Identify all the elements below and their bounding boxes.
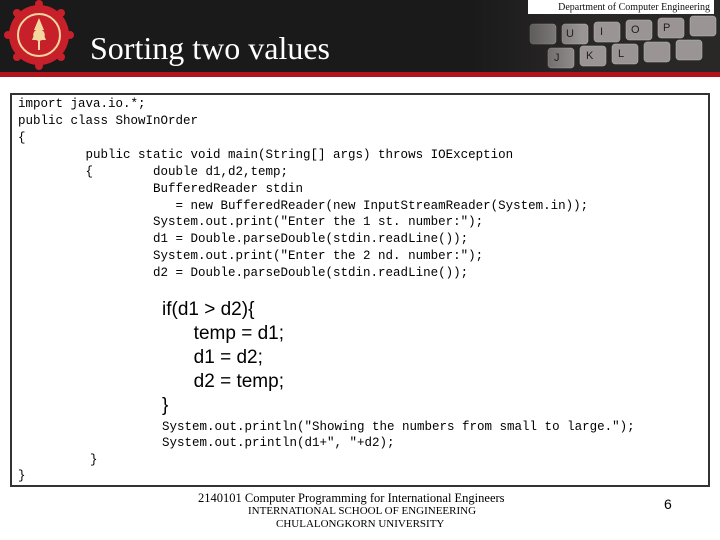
if-statement-line: temp = d1;: [162, 323, 284, 344]
if-statement-line: if(d1 > d2){: [162, 299, 255, 320]
code-line-close-class: }: [18, 469, 26, 483]
if-statement-line: d2 = temp;: [162, 371, 284, 392]
footer-course-title: 2140101 Computer Programming for International Engineers: [198, 491, 505, 505]
code-line: System.out.print("Enter the 1 st. number:");: [18, 215, 484, 229]
code-line: { double d1,d2,temp;: [18, 165, 289, 179]
header-accent-line: [0, 72, 720, 77]
footer-school-name: INTERNATIONAL SCHOOL OF ENGINEERING: [248, 505, 477, 517]
code-line: public class ShowInOrder: [18, 114, 199, 128]
code-line: System.out.print("Enter the 2 nd. number:");: [18, 249, 484, 263]
code-line: {: [18, 131, 26, 145]
footer-university-name: CHULALONGKORN UNIVERSITY: [276, 518, 445, 530]
slide-title: Sorting two values: [90, 30, 330, 66]
code-line: System.out.println(d1+", "+d2);: [162, 436, 395, 450]
code-line: d1 = Double.parseDouble(stdin.readLine());: [18, 232, 469, 246]
code-line: d2 = Double.parseDouble(stdin.readLine());: [18, 266, 469, 280]
if-statement-line: d1 = d2;: [162, 347, 263, 368]
code-line: = new BufferedReader(new InputStreamReader(System.in));: [18, 199, 589, 213]
code-line-close-method: }: [90, 453, 98, 467]
university-seal-icon: [4, 0, 74, 70]
code-line: public static void main(String[] args) throws IOException: [18, 148, 514, 162]
page-number: 6: [664, 496, 672, 512]
code-line: import java.io.*;: [18, 97, 146, 111]
department-label: Department of Computer Engineering: [528, 0, 714, 14]
code-line: BufferedReader stdin: [18, 182, 304, 196]
code-line: System.out.println("Showing the numbers from small to large.");: [162, 420, 635, 434]
if-statement-line: }: [162, 395, 169, 416]
